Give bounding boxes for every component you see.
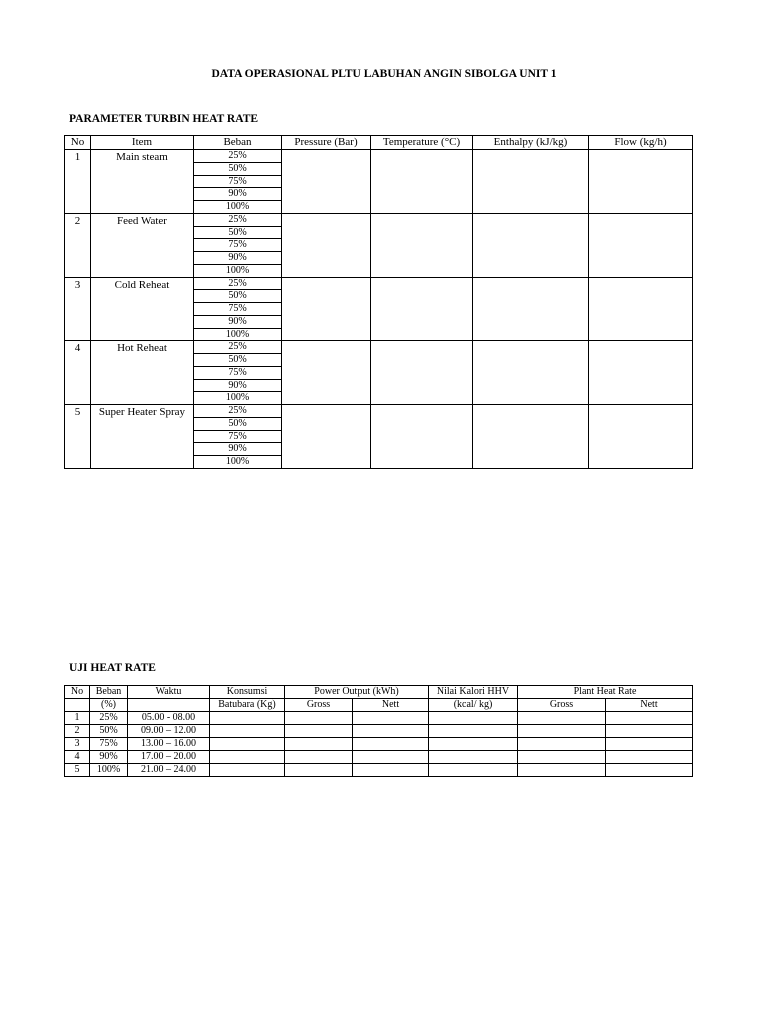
row-waktu: 09.00 – 12.00 — [128, 725, 210, 738]
col-header-beban: Beban — [194, 136, 282, 150]
load-cell: 100% — [194, 264, 282, 277]
konsumsi-cell[interactable] — [210, 725, 285, 738]
row-beban: 90% — [90, 751, 128, 764]
nilai-kalori-cell[interactable] — [429, 764, 518, 777]
col-header-pressure: Pressure (Bar) — [282, 136, 371, 150]
temperature-cell[interactable] — [371, 341, 473, 405]
power-gross-cell[interactable] — [285, 712, 353, 725]
row-number: 3 — [65, 738, 90, 751]
load-cell: 50% — [194, 226, 282, 239]
row-number: 2 — [65, 213, 91, 277]
row-number: 4 — [65, 341, 91, 405]
load-cell: 90% — [194, 379, 282, 392]
load-cell: 90% — [194, 443, 282, 456]
section-heading-heat-rate-test: UJI HEAT RATE — [69, 662, 156, 674]
enthalpy-cell[interactable] — [473, 405, 589, 469]
col-subheader-phr-gross: Gross — [518, 699, 606, 712]
pressure-cell[interactable] — [282, 213, 371, 277]
col-subheader-nilai-unit: (kcal/ kg) — [429, 699, 518, 712]
col-header-konsumsi: Konsumsi — [210, 686, 285, 699]
row-waktu: 13.00 – 16.00 — [128, 738, 210, 751]
load-cell: 75% — [194, 239, 282, 252]
col-header-item: Item — [91, 136, 194, 150]
load-cell: 75% — [194, 175, 282, 188]
row-number: 4 — [65, 751, 90, 764]
load-cell: 75% — [194, 366, 282, 379]
power-nett-cell[interactable] — [353, 738, 429, 751]
power-nett-cell[interactable] — [353, 764, 429, 777]
document-title: DATA OPERASIONAL PLTU LABUHAN ANGIN SIBOLGA UNIT 1 — [211, 68, 557, 80]
row-beban: 100% — [90, 764, 128, 777]
flow-cell[interactable] — [589, 341, 693, 405]
nilai-kalori-cell[interactable] — [429, 751, 518, 764]
power-nett-cell[interactable] — [353, 751, 429, 764]
row-number: 2 — [65, 725, 90, 738]
phr-gross-cell[interactable] — [518, 738, 606, 751]
col-subheader-beban-unit — [65, 699, 90, 712]
col-header-plant-heat-rate: Plant Heat Rate — [518, 686, 693, 699]
power-gross-cell[interactable] — [285, 725, 353, 738]
table-row — [65, 405, 693, 418]
table-header-row — [65, 686, 693, 699]
load-cell: 50% — [194, 417, 282, 430]
col-subheader-power-nett: Nett — [353, 699, 429, 712]
table-row — [65, 712, 693, 725]
section-heading-turbine: PARAMETER TURBIN HEAT RATE — [69, 113, 259, 125]
col-subheader-phr-nett: Nett — [606, 699, 693, 712]
heat-rate-test-table — [64, 685, 693, 777]
enthalpy-cell[interactable] — [473, 341, 589, 405]
col-subheader-waktu — [128, 699, 210, 712]
load-cell: 90% — [194, 188, 282, 201]
phr-gross-cell[interactable] — [518, 764, 606, 777]
col-subheader-beban-unit: (%) — [90, 699, 128, 712]
phr-gross-cell[interactable] — [518, 725, 606, 738]
konsumsi-cell[interactable] — [210, 712, 285, 725]
row-item: Main steam — [91, 150, 194, 214]
nilai-kalori-cell[interactable] — [429, 738, 518, 751]
row-waktu: 05.00 - 08.00 — [128, 712, 210, 725]
row-number: 3 — [65, 277, 91, 341]
turbine-parameter-table — [64, 135, 693, 469]
pressure-cell[interactable] — [282, 341, 371, 405]
col-header-flow: Flow (kg/h) — [589, 136, 693, 150]
power-nett-cell[interactable] — [353, 725, 429, 738]
enthalpy-cell[interactable] — [473, 277, 589, 341]
load-cell: 50% — [194, 354, 282, 367]
table-subheader-row — [65, 699, 693, 712]
load-cell: 25% — [194, 341, 282, 354]
table-row — [65, 213, 693, 226]
table-header-row — [65, 136, 693, 150]
flow-cell[interactable] — [589, 150, 693, 214]
table-row — [65, 751, 693, 764]
row-item: Feed Water — [91, 213, 194, 277]
phr-nett-cell[interactable] — [606, 751, 693, 764]
row-waktu: 17.00 – 20.00 — [128, 751, 210, 764]
row-beban: 50% — [90, 725, 128, 738]
row-number: 1 — [65, 712, 90, 725]
phr-gross-cell[interactable] — [518, 751, 606, 764]
table-row — [65, 764, 693, 777]
enthalpy-cell[interactable] — [473, 213, 589, 277]
table-row — [65, 725, 693, 738]
load-cell: 25% — [194, 150, 282, 163]
pressure-cell[interactable] — [282, 150, 371, 214]
load-cell: 25% — [194, 213, 282, 226]
col-header-no: No — [65, 686, 90, 699]
phr-nett-cell[interactable] — [606, 712, 693, 725]
row-number: 5 — [65, 405, 91, 469]
load-cell: 100% — [194, 392, 282, 405]
phr-nett-cell[interactable] — [606, 764, 693, 777]
load-cell: 50% — [194, 290, 282, 303]
konsumsi-cell[interactable] — [210, 738, 285, 751]
table-row — [65, 277, 693, 290]
load-cell: 100% — [194, 201, 282, 214]
load-cell: 75% — [194, 430, 282, 443]
row-item: Cold Reheat — [91, 277, 194, 341]
load-cell: 25% — [194, 405, 282, 418]
konsumsi-cell[interactable] — [210, 764, 285, 777]
flow-cell[interactable] — [589, 213, 693, 277]
row-beban: 25% — [90, 712, 128, 725]
col-subheader-konsumsi-unit: Batubara (Kg) — [210, 699, 285, 712]
table-row — [65, 738, 693, 751]
load-cell: 90% — [194, 315, 282, 328]
col-header-power-output: Power Output (kWh) — [285, 686, 429, 699]
load-cell: 50% — [194, 162, 282, 175]
col-header-temperature: Temperature (°C) — [371, 136, 473, 150]
flow-cell[interactable] — [589, 405, 693, 469]
temperature-cell[interactable] — [371, 277, 473, 341]
phr-gross-cell[interactable] — [518, 712, 606, 725]
col-header-waktu: Waktu — [128, 686, 210, 699]
power-gross-cell[interactable] — [285, 738, 353, 751]
nilai-kalori-cell[interactable] — [429, 712, 518, 725]
col-header-beban: Beban — [90, 686, 128, 699]
power-gross-cell[interactable] — [285, 764, 353, 777]
col-header-no: No — [65, 136, 91, 150]
row-item: Super Heater Spray — [91, 405, 194, 469]
row-number: 1 — [65, 150, 91, 214]
load-cell: 25% — [194, 277, 282, 290]
pressure-cell[interactable] — [282, 277, 371, 341]
load-cell: 100% — [194, 456, 282, 469]
enthalpy-cell[interactable] — [473, 150, 589, 214]
row-waktu: 21.00 – 24.00 — [128, 764, 210, 777]
row-item: Hot Reheat — [91, 341, 194, 405]
table-row — [65, 341, 693, 354]
col-subheader-power-gross: Gross — [285, 699, 353, 712]
power-nett-cell[interactable] — [353, 712, 429, 725]
temperature-cell[interactable] — [371, 405, 473, 469]
col-header-nilai-kalori: Nilai Kalori HHV — [429, 686, 518, 699]
col-header-enthalpy: Enthalpy (kJ/kg) — [473, 136, 589, 150]
temperature-cell[interactable] — [371, 150, 473, 214]
nilai-kalori-cell[interactable] — [429, 725, 518, 738]
phr-nett-cell[interactable] — [606, 738, 693, 751]
table-row — [65, 150, 693, 163]
pressure-cell[interactable] — [282, 405, 371, 469]
flow-cell[interactable] — [589, 277, 693, 341]
konsumsi-cell[interactable] — [210, 751, 285, 764]
load-cell: 75% — [194, 303, 282, 316]
power-gross-cell[interactable] — [285, 751, 353, 764]
row-number: 5 — [65, 764, 90, 777]
load-cell: 100% — [194, 328, 282, 341]
row-beban: 75% — [90, 738, 128, 751]
phr-nett-cell[interactable] — [606, 725, 693, 738]
load-cell: 90% — [194, 252, 282, 265]
temperature-cell[interactable] — [371, 213, 473, 277]
